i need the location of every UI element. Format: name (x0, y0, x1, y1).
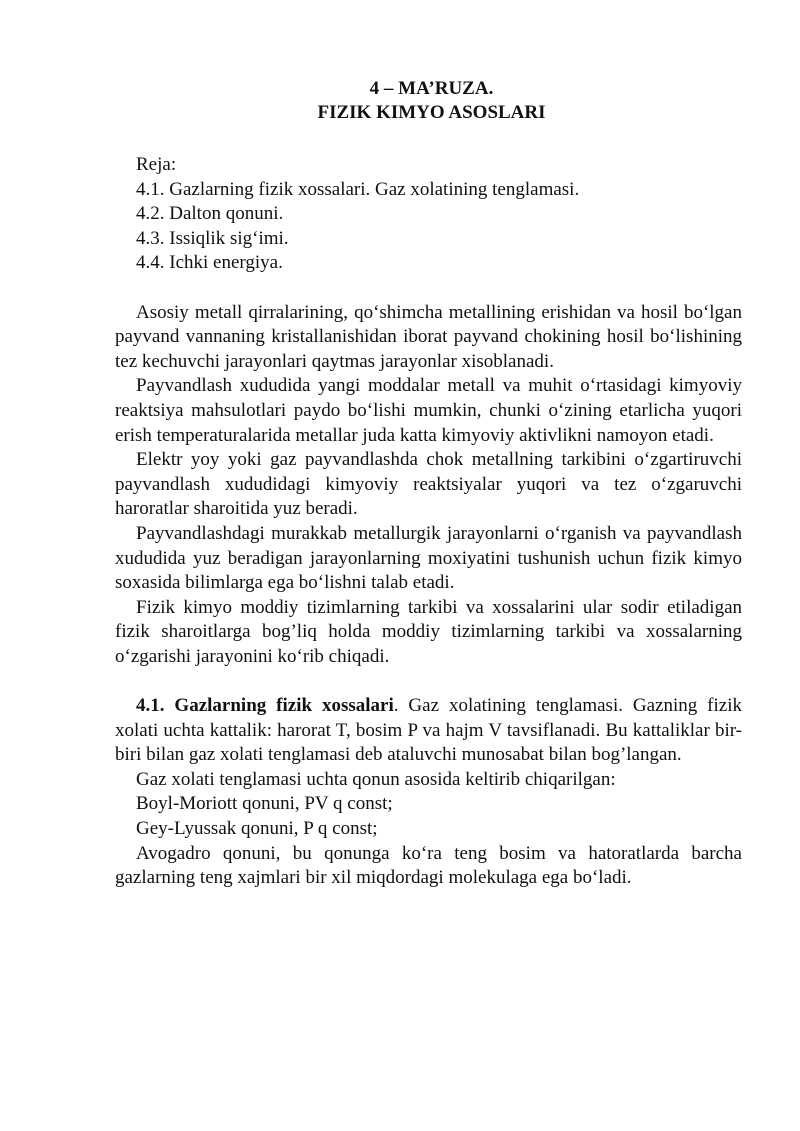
section-4-1 (115, 694, 742, 891)
plan-item: 4.4. Ichki energiya. (136, 252, 283, 274)
title-block (121, 77, 742, 125)
body-paragraph: Elektr yoy yoki gaz payvandlashda chok metallning tarkibini o‘zgartiruvchi payvandlash xududidagi kimyoviy reaktsiyalar yuqori va tez o‘zgaruvchi haroratlar sharoitida yuz beradi. (115, 449, 742, 520)
body-paragraph: Payvandlashdagi murakkab metallurgik jarayonlarni o‘rganish va payvandlash xududida yuz beradigan jarayonlarning moxiyatini tushunish uchun fizik kimyo soxasida bilimlarga ega bo‘lishni talab etadi. (115, 522, 742, 594)
formula-line: Boyl-Moriott qonuni, PV q const; (136, 793, 393, 815)
body-paragraph: Gaz xolati tenglamasi uchta qonun asosida keltirib chiqarilgan: (136, 768, 616, 790)
formula-line: Gey-Lyussak qonuni, P q const; (136, 818, 378, 840)
body-paragraph: Avogadro qonuni, bu qonunga ko‘ra teng bosim va hatoratlarda barcha gazlarning teng xajmlari bir xil miqdordagi molekulaga ega bo‘ladi. (115, 842, 742, 889)
plan-list (115, 153, 742, 276)
page-title: FIZIK KIMYO ASOSLARI (317, 102, 546, 123)
intro-section (115, 301, 742, 670)
plan-item: 4.1. Gazlarning fizik xossalari. Gaz xolatining tenglamasi. (136, 178, 580, 200)
section-heading-continuation: . Gaz xolatining tenglamasi. Gazning fizik xolati uchta kattalik: harorat T, bosim P va hajm V tavsiflanadi. Bu kattaliklar bir-biri bilan gaz xolati tenglamasi deb ataluvchi munosabat bilan bog’langan. (115, 695, 742, 766)
section-heading-paragraph (115, 694, 742, 768)
body-paragraph: Fizik kimyo moddiy tizimlarning tarkibi va xossalarini ular sodir etiladigan fizik sharoitlarga bog’liq holda moddiy tizimlarning tarkibi va xossalarning o‘zgarishi jarayonini ko‘rib chiqadi. (115, 596, 742, 667)
section-spacer (115, 669, 742, 694)
document-page (115, 77, 742, 891)
plan-item: 4.3. Issiqlik sig‘imi. (136, 227, 289, 249)
lecture-number: 4 – MA’RUZA. (369, 78, 494, 99)
section-heading: 4.1. Gazlarning fizik xossalari (136, 695, 394, 717)
body-paragraph: Asosiy metall qirralarining, qo‘shimcha metallining erishidan va hosil bo‘lgan payvand vannaning kristallanishidan iborat payvand chokining hosil bo‘lishining tez kechuvchi jarayonlari qaytmas jarayonlar xisoblanadi. (115, 301, 742, 372)
plan-item: 4.2. Dalton qonuni. (136, 203, 284, 225)
plan-heading: Reja: (136, 154, 177, 175)
body-paragraph: Payvandlash xududida yangi moddalar metall va muhit o‘rtasidagi kimyoviy reaktsiya mahsulotlari paydo bo‘lishi mumkin, chunki o‘zining etarlicha yuqori erish temperaturalarida metallar juda katta kimyoviy aktivlikni namoyon etadi. (115, 375, 742, 446)
